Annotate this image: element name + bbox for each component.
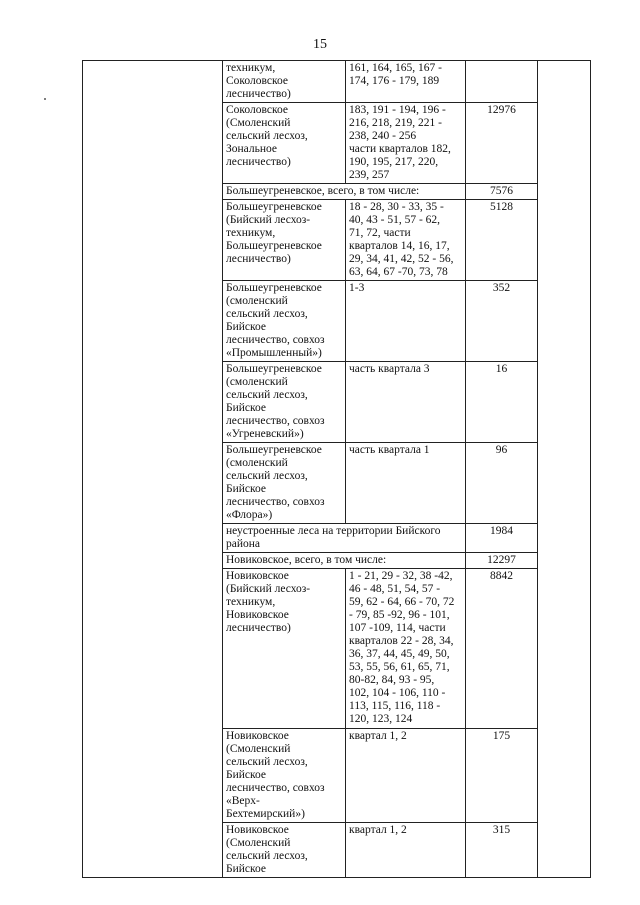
name-cell: Большеугреневское (Бийский лесхоз- техникум, Большеугреневское лесничество): [223, 200, 346, 281]
area-cell: 7576: [466, 184, 538, 200]
table-row: [83, 61, 591, 103]
area-cell: 175: [466, 729, 538, 823]
area-cell: 12297: [466, 553, 538, 569]
quarters-cell: часть квартала 1: [346, 443, 466, 524]
total-name-cell: неустроенные леса на территории Бийского района: [223, 524, 466, 553]
area-cell: 5128: [466, 200, 538, 281]
total-name-cell: Большеугреневское, всего, в том числе:: [223, 184, 466, 200]
area-cell: 315: [466, 823, 538, 878]
quarters-cell: 1 - 21, 29 - 32, 38 -42, 46 - 48, 51, 54, 57 - 59, 62 - 64, 66 - 70, 72 - 79, 85 -92, 96 - 101, 107 -109, 114, части кварталов 22 - 28, 34, 36, 37, 44, 45, 49, 50, 53, 55, 56, 61, 65, 71, 80-82, 84, 93 - 95, 102, 104 - 106, 110 - 113, 115, 116, 118 - 120, 123, 124: [346, 569, 466, 729]
name-cell: Большеугреневское (смоленский сельский лесхоз, Бийское лесничество, совхоз «Угреневский»): [223, 362, 346, 443]
merged-empty-cell: [83, 61, 223, 878]
name-cell: Соколовское (Смоленский сельский лесхоз, Зональное лесничество): [223, 103, 346, 184]
area-cell: 96: [466, 443, 538, 524]
total-name-cell: Новиковское, всего, в том числе:: [223, 553, 466, 569]
area-cell: 16: [466, 362, 538, 443]
merged-empty-cell: [538, 61, 591, 878]
quarters-cell: 183, 191 - 194, 196 - 216, 218, 219, 221 - 238, 240 - 256 части кварталов 182, 190, 195, 217, 220, 239, 257: [346, 103, 466, 184]
quarters-cell: 18 - 28, 30 - 33, 35 - 40, 43 - 51, 57 - 62, 71, 72, части кварталов 14, 16, 17, 29, 34, 41, 42, 52 - 56, 63, 64, 67 -70, 73, 78: [346, 200, 466, 281]
area-cell: 8842: [466, 569, 538, 729]
name-cell: Новиковское (Бийский лесхоз- техникум, Новиковское лесничество): [223, 569, 346, 729]
quarters-cell: квартал 1, 2: [346, 729, 466, 823]
name-cell: Большеугреневское (смоленский сельский лесхоз, Бийское лесничество, совхоз «Промышленный»): [223, 281, 346, 362]
area-cell: 1984: [466, 524, 538, 553]
quarters-cell: квартал 1, 2: [346, 823, 466, 878]
area-cell: [466, 61, 538, 103]
area-cell: 12976: [466, 103, 538, 184]
name-cell: Новиковское (Смоленский сельский лесхоз, Бийское лесничество, совхоз «Верх- Бехтемирский»): [223, 729, 346, 823]
forest-table: [82, 60, 591, 878]
name-cell: Большеугреневское (смоленский сельский лесхоз, Бийское лесничество, совхоз «Флора»): [223, 443, 346, 524]
page-number: 15: [313, 37, 327, 52]
scan-speck: [44, 98, 46, 100]
name-cell: техникум, Соколовское лесничество): [223, 61, 346, 103]
quarters-cell: 1-3: [346, 281, 466, 362]
area-cell: 352: [466, 281, 538, 362]
quarters-cell: 161, 164, 165, 167 - 174, 176 - 179, 189: [346, 61, 466, 103]
quarters-cell: часть квартала 3: [346, 362, 466, 443]
name-cell: Новиковское (Смоленский сельский лесхоз, Бийское: [223, 823, 346, 878]
